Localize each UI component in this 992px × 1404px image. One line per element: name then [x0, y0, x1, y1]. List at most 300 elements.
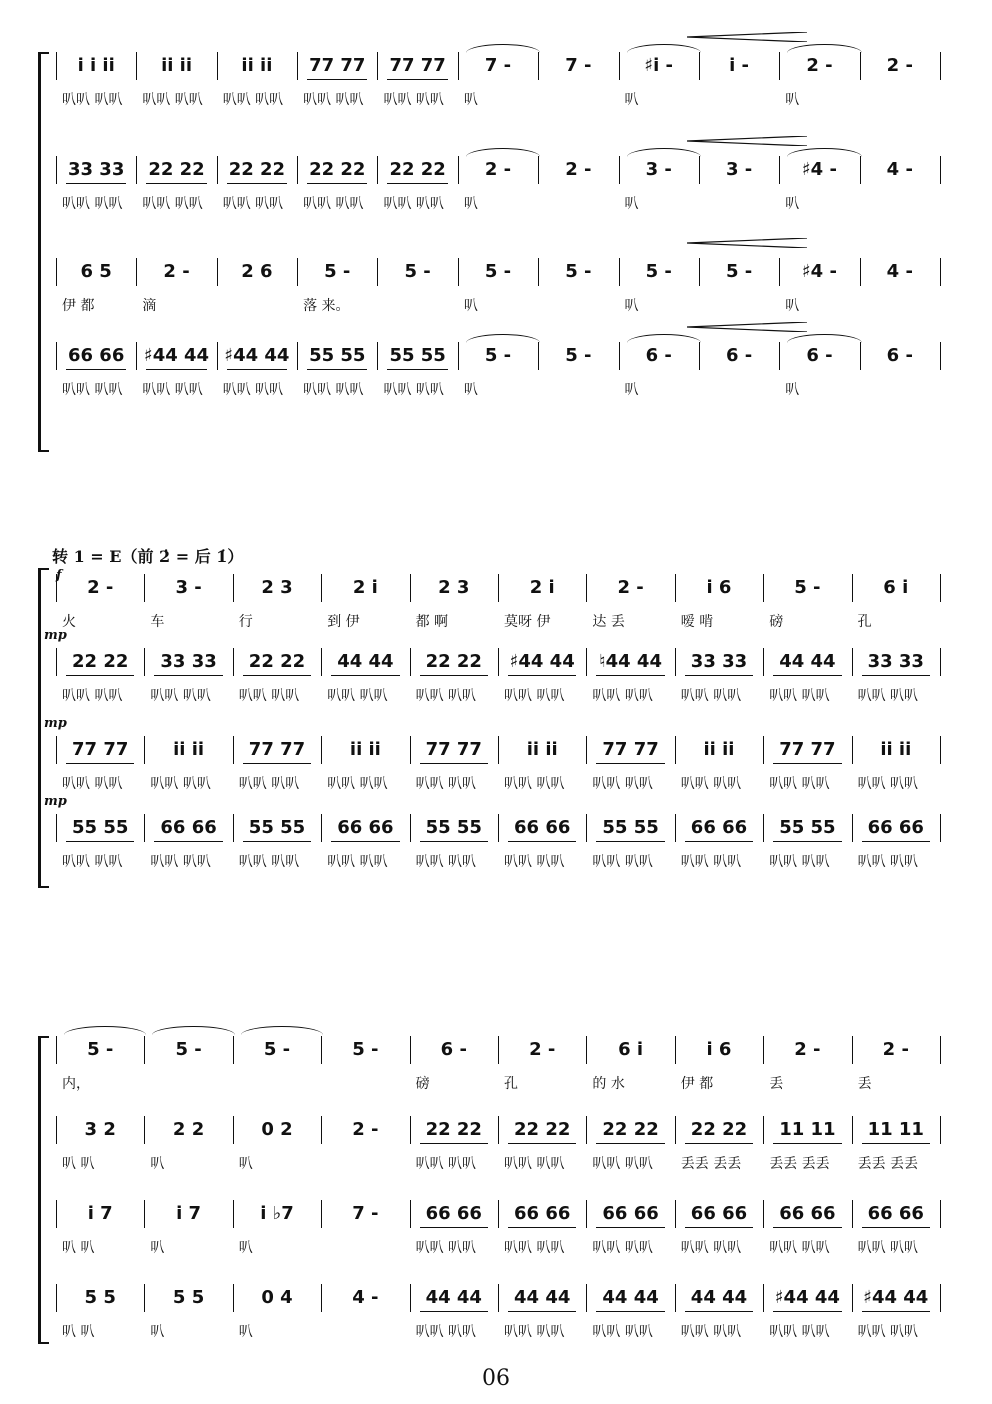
measure-notes: 55 55: [602, 817, 659, 838]
tie-slur: [241, 1026, 323, 1035]
barline: [144, 1116, 145, 1144]
measure-notes: 55 55: [248, 817, 306, 838]
barline: [321, 1284, 322, 1312]
lyric-syllables: 叭叭 叭叭: [303, 382, 364, 398]
barline: [410, 1036, 411, 1064]
lyric-syllables: 丢: [769, 1076, 784, 1092]
measure-notes: 22 22: [72, 651, 129, 672]
measure-notes: ♮44 44: [599, 651, 662, 672]
measure-notes: 4 -: [886, 261, 913, 282]
barline: [763, 1200, 764, 1228]
measure-notes: ii ii: [349, 739, 381, 760]
barline: [136, 258, 137, 286]
measure-notes: 77 77: [72, 739, 129, 760]
measure-notes: i 6: [706, 577, 732, 598]
measure-notes: 2 -: [882, 1039, 909, 1060]
beam-underline: [243, 675, 311, 676]
measure-notes: 22 22: [602, 1119, 659, 1140]
barline: [852, 1036, 853, 1064]
barline: [458, 342, 459, 370]
barline: [410, 574, 411, 602]
barline: [297, 258, 298, 286]
measure-notes: 5 5: [172, 1287, 205, 1308]
barline: [586, 736, 587, 764]
beam-underline: [66, 369, 126, 370]
measure-notes: 5 -: [324, 261, 351, 282]
lyric-syllables: 叭叭 叭叭: [680, 776, 742, 792]
lyric-syllables: 孔: [857, 614, 872, 630]
barline: [297, 342, 298, 370]
lyric-syllables: 叭: [150, 1324, 165, 1340]
measure-notes: ♯44 44: [509, 651, 575, 672]
measure-notes: 66 66: [602, 1203, 659, 1224]
lyric-syllables: 叭叭 叭叭: [303, 196, 364, 212]
beam-underline: [862, 1311, 930, 1312]
barline: [56, 736, 57, 764]
lyric-syllables: 叭叭 叭叭: [680, 854, 742, 870]
barline: [56, 1284, 57, 1312]
measure-notes: ii ii: [161, 55, 193, 76]
barline: [233, 1284, 234, 1312]
barline: [56, 342, 57, 370]
crescendo-hairpin: [687, 322, 807, 332]
beam-underline: [773, 1227, 841, 1228]
lyric-syllables: 叭: [150, 1240, 165, 1256]
measure-notes: 44 44: [602, 1287, 659, 1308]
barline: [498, 574, 499, 602]
barline: [498, 648, 499, 676]
barline: [860, 342, 861, 370]
measure-notes: i i ii: [77, 55, 115, 76]
measure-notes: 55 55: [389, 345, 446, 366]
beam-underline: [66, 183, 126, 184]
measure-notes: 2 2: [172, 1119, 205, 1140]
measure-notes: 5 -: [565, 345, 592, 366]
lyric-syllables: 丢丢 丢丢: [680, 1156, 742, 1172]
measure-notes: ♯4 -: [801, 261, 837, 282]
barline: [56, 1200, 57, 1228]
beam-underline: [307, 79, 367, 80]
barline: [699, 258, 700, 286]
barline: [675, 1116, 676, 1144]
barline: [619, 342, 620, 370]
lyric-syllables: 叭叭 叭叭: [62, 196, 123, 212]
lyric-syllables: 叭叭 叭叭: [592, 1156, 653, 1172]
measure-notes: 7 -: [565, 55, 592, 76]
beam-underline: [508, 1311, 576, 1312]
measure-notes: ♯4 -: [801, 159, 837, 180]
lyric-syllables: 叭叭 叭叭: [504, 776, 565, 792]
staff-s3-v1: [0, 1036, 992, 1100]
measure-notes: 6 i: [618, 1039, 644, 1060]
barline: [233, 736, 234, 764]
lyric-syllables: 叭叭 叭叭: [769, 854, 830, 870]
measure-notes: 55 55: [425, 817, 482, 838]
beam-underline: [331, 841, 399, 842]
barline: [377, 52, 378, 80]
barline: [619, 52, 620, 80]
barline: [779, 52, 780, 80]
measure-notes: 77 77: [779, 739, 836, 760]
beam-underline: [66, 675, 134, 676]
beam-underline: [66, 841, 134, 842]
barline: [852, 648, 853, 676]
measure-notes: 77 77: [309, 55, 366, 76]
barline: [377, 156, 378, 184]
staff-s1-v3: [0, 258, 992, 322]
beam-underline: [685, 675, 753, 676]
lyric-syllables: 叭: [785, 298, 800, 314]
lyric-syllables: 磅: [769, 614, 784, 630]
measure-notes: ii ii: [173, 739, 205, 760]
barline: [233, 1200, 234, 1228]
measure-notes: 77 77: [425, 739, 482, 760]
measure-notes: 5 -: [794, 577, 821, 598]
lyric-syllables: 叭叭 叭叭: [769, 688, 830, 704]
lyric-syllables: 叭叭 叭叭: [857, 854, 919, 870]
crescendo-hairpin: [687, 136, 807, 146]
beam-underline: [420, 1311, 488, 1312]
barline: [940, 814, 941, 842]
measure-notes: 44 44: [690, 1287, 748, 1308]
lyric-syllables: 叭叭 叭叭: [222, 92, 284, 108]
measure-notes: 6 i: [883, 577, 909, 598]
barline: [586, 1116, 587, 1144]
barline: [458, 52, 459, 80]
barline: [675, 574, 676, 602]
barline: [217, 52, 218, 80]
beam-underline: [773, 1311, 841, 1312]
lyric-syllables: 叭: [238, 1156, 253, 1172]
measure-notes: 66 66: [514, 1203, 571, 1224]
barline: [586, 1200, 587, 1228]
barline: [410, 814, 411, 842]
lyric-syllables: 叭叭 叭叭: [769, 1324, 830, 1340]
barline: [321, 1036, 322, 1064]
lyric-syllables: 叭叭 叭叭: [592, 688, 653, 704]
beam-underline: [596, 675, 664, 676]
staff-s2-v1: [0, 574, 992, 638]
beam-underline: [420, 763, 488, 764]
lyric-syllables: 叭叭 叭叭: [142, 382, 203, 398]
measure-notes: 6 -: [886, 345, 913, 366]
barline: [675, 736, 676, 764]
barline: [377, 342, 378, 370]
beam-underline: [66, 763, 134, 764]
beam-underline: [154, 841, 222, 842]
measure-notes: 44 44: [425, 1287, 482, 1308]
measure-notes: 22 22: [690, 1119, 748, 1140]
lyric-syllables: 内，: [62, 1076, 90, 1092]
measure-notes: 2 3: [261, 577, 293, 598]
lyric-syllables: 都 啊: [415, 614, 449, 630]
barline: [940, 574, 941, 602]
barline: [297, 156, 298, 184]
measure-notes: 22 22: [228, 159, 286, 180]
lyric-syllables: 的 水: [592, 1076, 625, 1092]
lyric-syllables: 叭叭 叭叭: [415, 776, 477, 792]
lyric-syllables: 磅: [415, 1076, 430, 1092]
measure-notes: 22 22: [309, 159, 366, 180]
beam-underline: [508, 1143, 576, 1144]
lyric-syllables: 叭: [624, 196, 639, 212]
lyric-syllables: 叭叭 叭叭: [592, 1324, 653, 1340]
beam-underline: [243, 841, 311, 842]
beam-underline: [154, 675, 222, 676]
beam-underline: [596, 1227, 664, 1228]
measure-notes: 7 -: [352, 1203, 379, 1224]
lyric-syllables: 叭叭 叭叭: [504, 1240, 565, 1256]
staff-s1-v1: [0, 52, 992, 116]
lyric-syllables: 叭叭 叭叭: [150, 854, 211, 870]
barline: [860, 156, 861, 184]
tie-slur: [64, 1026, 146, 1035]
measure-notes: 5 -: [725, 261, 753, 282]
beam-underline: [420, 1143, 488, 1144]
barline: [699, 342, 700, 370]
measure-notes: 33 33: [160, 651, 217, 672]
measure-notes: 77 77: [389, 55, 446, 76]
measure-notes: 11 11: [867, 1119, 924, 1140]
barline: [498, 1116, 499, 1144]
measure-notes: 33 33: [867, 651, 924, 672]
measure-notes: 66 66: [514, 817, 571, 838]
lyric-syllables: 叭叭 叭叭: [383, 92, 444, 108]
lyric-syllables: 叭叭 叭叭: [238, 854, 300, 870]
measure-notes: 3 -: [175, 577, 202, 598]
barline: [498, 1036, 499, 1064]
measure-notes: 6 -: [645, 345, 672, 366]
measure-notes: i 7: [176, 1203, 202, 1224]
beam-underline: [387, 183, 447, 184]
measure-notes: 2 3: [438, 577, 470, 598]
dynamic-mezzo-piano: mp: [44, 716, 67, 731]
lyric-syllables: 叭叭 叭叭: [857, 688, 919, 704]
measure-notes: 22 22: [248, 651, 306, 672]
lyric-syllables: 落 来。: [303, 298, 350, 314]
staff-s2-v3: [0, 736, 992, 800]
lyric-syllables: 叭: [150, 1156, 165, 1172]
staff-s2-v4: [0, 814, 992, 878]
lyric-syllables: 丢丢 丢丢: [857, 1156, 919, 1172]
barline: [136, 52, 137, 80]
measure-notes: 44 44: [514, 1287, 571, 1308]
lyric-syllables: 叭叭 叭叭: [150, 776, 211, 792]
barline: [56, 52, 57, 80]
measure-notes: 0 4: [261, 1287, 293, 1308]
measure-notes: 66 66: [867, 1203, 924, 1224]
measure-notes: 2 -: [565, 159, 592, 180]
staff-s1-v4: [0, 342, 992, 406]
beam-underline: [420, 841, 488, 842]
measure-notes: 3 -: [725, 159, 753, 180]
barline: [940, 648, 941, 676]
lyric-syllables: 叭叭 叭叭: [142, 196, 203, 212]
barline: [217, 258, 218, 286]
measure-notes: i 7: [87, 1203, 113, 1224]
beam-underline: [227, 369, 287, 370]
barline: [297, 52, 298, 80]
measure-notes: 5 -: [87, 1039, 114, 1060]
barline: [538, 258, 539, 286]
measure-notes: 66 66: [690, 817, 748, 838]
measure-notes: 2 i: [529, 577, 555, 598]
barline: [410, 1284, 411, 1312]
measure-notes: 77 77: [248, 739, 306, 760]
barline: [410, 648, 411, 676]
barline: [217, 156, 218, 184]
barline: [144, 736, 145, 764]
lyric-syllables: 伊 都: [62, 298, 95, 314]
measure-notes: 3 -: [645, 159, 672, 180]
staff-s3-v2: [0, 1116, 992, 1180]
beam-underline: [862, 841, 930, 842]
barline: [56, 648, 57, 676]
measure-notes: 7 -: [484, 55, 512, 76]
beam-underline: [307, 183, 367, 184]
barline: [675, 648, 676, 676]
barline: [321, 1200, 322, 1228]
barline: [377, 258, 378, 286]
barline: [233, 1036, 234, 1064]
lyric-syllables: 孔: [504, 1076, 518, 1092]
barline: [410, 736, 411, 764]
lyric-syllables: 叭叭 叭叭: [62, 854, 123, 870]
dynamic-mezzo-piano: mp: [44, 628, 67, 643]
measure-notes: 2 -: [529, 1039, 556, 1060]
beam-underline: [146, 183, 206, 184]
lyric-syllables: 叭叭 叭叭: [62, 382, 123, 398]
barline: [860, 258, 861, 286]
beam-underline: [685, 1311, 753, 1312]
beam-underline: [508, 675, 576, 676]
beam-underline: [146, 369, 206, 370]
barline: [586, 574, 587, 602]
beam-underline: [420, 675, 488, 676]
measure-notes: 6 -: [440, 1039, 467, 1060]
measure-notes: ♯44 44: [144, 345, 210, 366]
barline: [538, 156, 539, 184]
beam-underline: [596, 1311, 664, 1312]
measure-notes: i ♭7: [260, 1203, 294, 1224]
measure-notes: i -: [729, 55, 750, 76]
barline: [763, 1116, 764, 1144]
beam-underline: [508, 841, 576, 842]
barline: [940, 258, 941, 286]
lyric-syllables: 叭叭 叭叭: [238, 776, 300, 792]
barline: [136, 156, 137, 184]
lyric-syllables: 叭: [624, 92, 639, 108]
measure-notes: 55 55: [309, 345, 366, 366]
lyric-syllables: 叭叭 叭叭: [222, 382, 284, 398]
barline: [144, 1284, 145, 1312]
barline: [779, 258, 780, 286]
lyric-syllables: 叭叭 叭叭: [592, 776, 653, 792]
lyric-syllables: 叭叭 叭叭: [238, 688, 300, 704]
beam-underline: [773, 675, 841, 676]
barline: [763, 736, 764, 764]
beam-underline: [227, 183, 287, 184]
lyric-syllables: 叭叭 叭叭: [415, 1156, 477, 1172]
lyric-syllables: 叭叭 叭叭: [857, 1324, 919, 1340]
measure-notes: 66 66: [160, 817, 217, 838]
measure-notes: 3 2: [84, 1119, 116, 1140]
lyric-syllables: 叭: [624, 298, 639, 314]
lyric-syllables: 叭叭 叭叭: [415, 1324, 477, 1340]
lyric-syllables: 叭叭 叭叭: [415, 854, 477, 870]
barline: [144, 648, 145, 676]
lyric-syllables: 丢丢 丢丢: [769, 1156, 830, 1172]
barline: [458, 156, 459, 184]
lyric-syllables: 叭叭 叭叭: [504, 688, 565, 704]
barline: [860, 52, 861, 80]
crescendo-hairpin: [687, 32, 807, 42]
lyric-syllables: 行: [238, 614, 253, 630]
barline: [779, 156, 780, 184]
barline: [56, 814, 57, 842]
barline: [498, 1200, 499, 1228]
measure-notes: ii ii: [703, 739, 735, 760]
beam-underline: [508, 1227, 576, 1228]
beam-underline: [773, 1143, 841, 1144]
barline: [852, 1116, 853, 1144]
measure-notes: 2 -: [352, 1119, 379, 1140]
measure-notes: 2 -: [163, 261, 190, 282]
lyric-syllables: 叭 叭: [62, 1324, 95, 1340]
lyric-syllables: 叭 叭: [62, 1240, 95, 1256]
barline: [619, 258, 620, 286]
measure-notes: 2 i: [352, 577, 378, 598]
measure-notes: 4 -: [352, 1287, 379, 1308]
beam-underline: [307, 369, 367, 370]
lyric-syllables: 叭叭 叭叭: [327, 776, 388, 792]
measure-notes: 5 -: [404, 261, 431, 282]
barline: [56, 258, 57, 286]
measure-notes: 66 66: [67, 345, 125, 366]
lyric-syllables: 叭: [238, 1324, 253, 1340]
dynamic-mezzo-piano: mp: [44, 794, 67, 809]
barline: [940, 1116, 941, 1144]
beam-underline: [387, 79, 447, 80]
measure-notes: ii ii: [241, 55, 273, 76]
lyric-syllables: 叭叭 叭叭: [504, 854, 565, 870]
measure-notes: 44 44: [337, 651, 394, 672]
barline: [763, 648, 764, 676]
barline: [498, 736, 499, 764]
page-number: 06: [482, 1366, 510, 1391]
lyric-syllables: 叭: [785, 196, 800, 212]
lyric-syllables: 叭叭 叭叭: [62, 688, 123, 704]
barline: [233, 1116, 234, 1144]
barline: [498, 1284, 499, 1312]
barline: [56, 1116, 57, 1144]
barline: [779, 342, 780, 370]
beam-underline: [862, 1143, 930, 1144]
beam-underline: [420, 1227, 488, 1228]
beam-underline: [862, 1227, 930, 1228]
barline: [675, 1036, 676, 1064]
staff-s3-v3: [0, 1200, 992, 1264]
lyric-syllables: 叭叭 叭叭: [592, 1240, 653, 1256]
measure-notes: 66 66: [425, 1203, 482, 1224]
barline: [940, 156, 941, 184]
lyric-syllables: 叭叭 叭叭: [680, 1324, 742, 1340]
beam-underline: [685, 841, 753, 842]
staff-s1-v2: [0, 156, 992, 220]
lyric-syllables: 叭: [463, 92, 478, 108]
measure-notes: 2 -: [806, 55, 833, 76]
lyric-syllables: 叭叭 叭叭: [303, 92, 364, 108]
